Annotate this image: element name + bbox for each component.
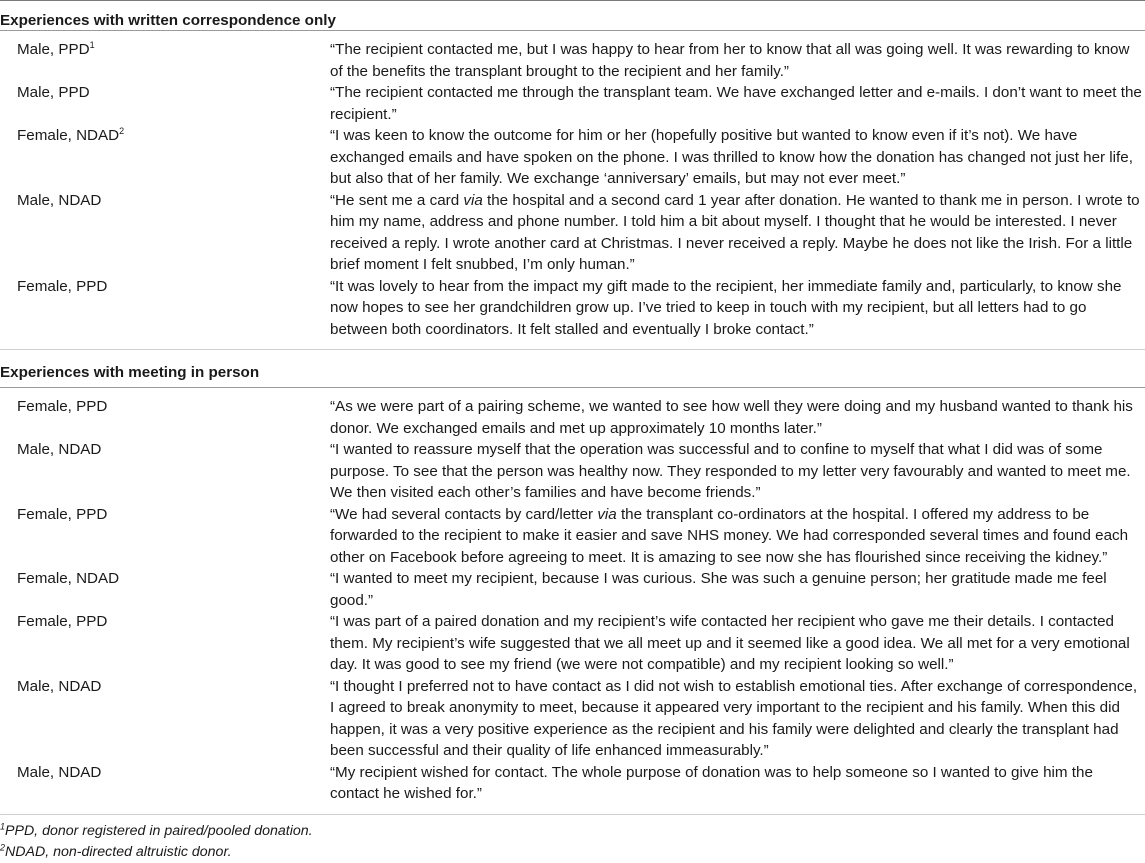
footnote-text: PPD, donor registered in paired/pooled donation. [5, 822, 313, 839]
respondent-cell [0, 276, 330, 341]
respondent-label: Female, PPD [17, 277, 108, 295]
quote-text: the hospital and a second card 1 year after donation. He wanted to thank me in person. I wrote to him my name, address and phone number. I told him a bit about myself. I thought that he would be interested. I never received a reply. I wrote another card at Christmas. I never received a reply. Maybe he does not like the Irish. For a little brief moment I felt snubbed, I’m only human.” [330, 191, 1140, 273]
respondent-label: Male, NDAD [17, 191, 102, 209]
respondent-cell [0, 504, 330, 569]
table-row [0, 39, 1145, 82]
table-row [0, 762, 1145, 805]
quote-text: “The recipient contacted me, but I was happy to hear from her to know that all was going well. It was rewarding to know of the benefits the transplant brought to the recipient and her family.” [330, 41, 1130, 80]
table-row [0, 676, 1145, 762]
respondent-cell [0, 125, 330, 190]
footnote-number: 1 [0, 820, 6, 831]
quote-cell [330, 190, 1145, 276]
respondent-label: Female, NDAD [17, 570, 120, 587]
table-row [0, 396, 1145, 439]
footnote-marker: 1 [89, 39, 95, 50]
respondent-label: Male, NDAD [17, 763, 102, 781]
section-title: Experiences with meeting in person [0, 364, 260, 381]
table-row [0, 439, 1145, 504]
section-header [0, 1, 1145, 31]
quote-cell [330, 762, 1145, 805]
quote-text: “As we were part of a pairing scheme, we wanted to see how well they were doing and my husband wanted to thank his donor. We exchanged emails and met up approximately 10 months later.” [330, 398, 1133, 437]
footnote-number: 2 [0, 841, 6, 852]
footnote-marker: 2 [119, 125, 125, 136]
quote-text-start: “We had several contacts by card/letter [330, 505, 598, 523]
respondent-cell [0, 762, 330, 805]
respondent-cell [0, 82, 330, 125]
table-row [0, 568, 1145, 611]
section-2 [0, 350, 1145, 815]
section-title: Experiences with written correspondence only [0, 12, 336, 29]
quote-cell [330, 676, 1145, 762]
quote-text: “It was lovely to hear from the impact my gift made to the recipient, her immediate family and, particularly, to know she now hopes to see her grandchildren grow up. I’ve tried to keep in touch with my recipient, but all letters had to go between both coordinators. It felt stalled and eventually I broke contact.” [330, 277, 1122, 338]
footnotes [0, 815, 1145, 863]
table-row [0, 190, 1145, 276]
respondent-label: Female, PPD [17, 613, 108, 630]
quote-text: the transplant co-ordinators at the hospital. I offered my address to be forwarded to the recipient to make it easier and save NHS money. We had corresponded several times and found each other on Facebook before agreeing to meet. It is amazing to see now she has flourished since receiving the kidney.” [330, 505, 1129, 566]
quote-cell [330, 125, 1145, 190]
footnote-text: NDAD, non-directed altruistic donor. [5, 843, 232, 860]
quote-text: “I wanted to reassure myself that the operation was successful and to confine to myself that what I did was of some purpose. To see that the person was healthy now. They responded to my letter very favourably and wanted to meet me. We then visited each other’s families and have become friends.” [330, 441, 1131, 501]
respondent-label: Female, NDAD [17, 127, 120, 144]
respondent-cell [0, 439, 330, 504]
respondent-label: Male, PPD [17, 41, 90, 58]
quote-emphasis: via [463, 191, 483, 209]
quote-text-start: “He sent me a card [330, 191, 464, 209]
section-body [0, 31, 1145, 350]
respondent-cell [0, 611, 330, 676]
table-row [0, 82, 1145, 125]
quote-cell [330, 39, 1145, 82]
respondent-label: Male, PPD [17, 84, 90, 101]
respondent-cell [0, 396, 330, 439]
quote-emphasis: via [597, 505, 617, 523]
footnote [0, 821, 1145, 842]
quote-cell [330, 611, 1145, 676]
quote-text: “The recipient contacted me through the transplant team. We have exchanged letter and e-mails. I don’t want to meet the recipient.” [330, 84, 1142, 123]
quote-cell [330, 504, 1145, 569]
quote-text: “I thought I preferred not to have contact as I did not wish to establish emotional ties. After exchange of correspondence, I agreed to break anonymity to meet, because it appeared very important to the recipient and his family. When this did happen, it was a very positive experience as the recipient and his family were delighted and clearly the transplant had been successful and their quality of life enhanced immeasurably.” [330, 677, 1138, 759]
respondent-label: Female, PPD [17, 505, 108, 523]
table-row [0, 611, 1145, 676]
table-row [0, 276, 1145, 341]
respondent-label: Female, PPD [17, 398, 108, 415]
respondent-cell [0, 39, 330, 82]
quote-cell [330, 82, 1145, 125]
respondent-cell [0, 190, 330, 276]
respondent-cell [0, 568, 330, 611]
section-header [0, 350, 1145, 388]
quote-cell [330, 439, 1145, 504]
respondent-cell [0, 676, 330, 762]
section-1 [0, 1, 1145, 350]
respondent-label: Male, NDAD [17, 677, 102, 695]
table-row [0, 125, 1145, 190]
quote-text: “I was part of a paired donation and my recipient’s wife contacted her recipient who gave me their details. I contacted them. My recipient’s wife suggested that we all meet up and it seemed like a good idea. We all met for a very emotional day. It was good to see my friend (we were not compatible) and my recipient looking so well.” [330, 613, 1130, 673]
quote-text: “My recipient wished for contact. The whole purpose of donation was to help someone so I wanted to give him the contact he wished for.” [330, 763, 1093, 802]
table-row [0, 504, 1145, 569]
quote-cell [330, 396, 1145, 439]
section-body [0, 388, 1145, 815]
quote-text: “I wanted to meet my recipient, because I was curious. She was such a genuine person; her gratitude made me feel good.” [330, 570, 1107, 609]
quote-cell [330, 568, 1145, 611]
quote-text: “I was keen to know the outcome for him or her (hopefully positive but wanted to know even if it’s not). We have exchanged emails and have spoken on the phone. I was thrilled to know how the donation has changed not just her life, but also that of her family. We exchange ‘anniversary’ emails, but may not ever meet.” [330, 127, 1133, 187]
respondent-label: Male, NDAD [17, 441, 102, 458]
quote-cell [330, 276, 1145, 341]
table-body [0, 1, 1145, 815]
